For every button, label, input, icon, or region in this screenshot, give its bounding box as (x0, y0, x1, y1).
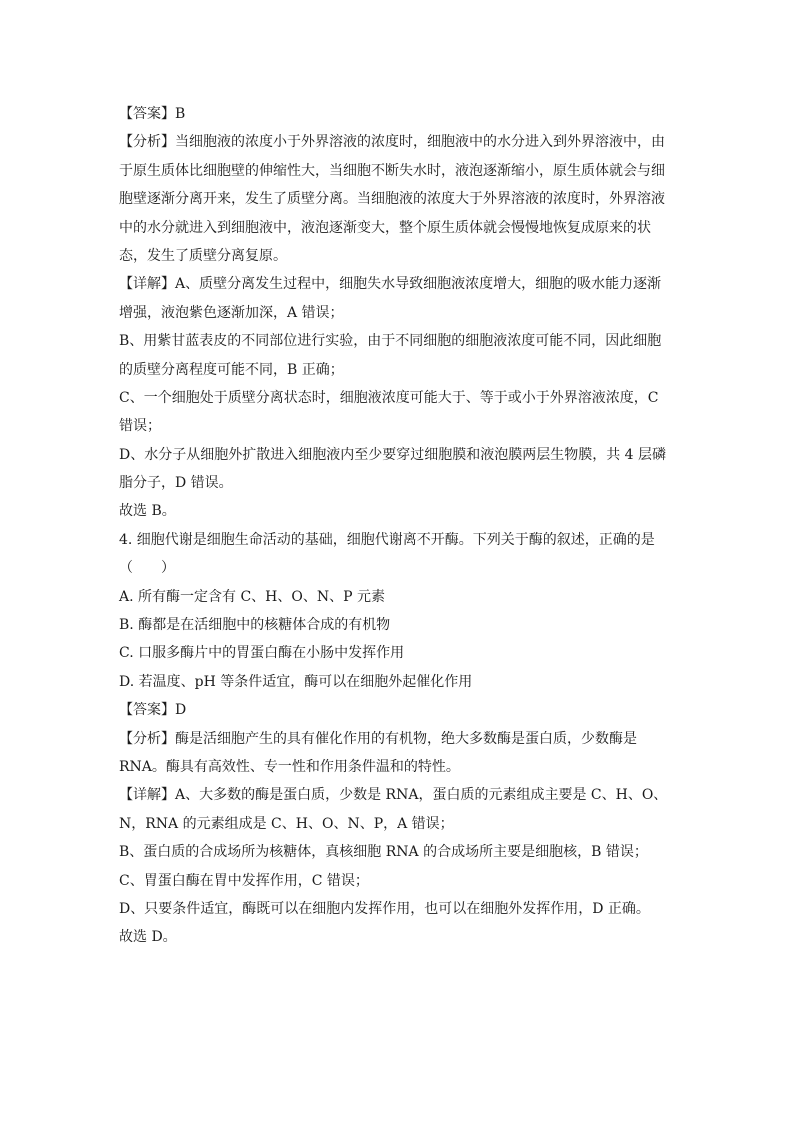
q4-analysis-line: 【分析】酶是活细胞产生的具有催化作用的有机物，绝大多数酶是蛋白质，少数酶是 (119, 730, 637, 747)
q3-detail-line: 增强，液泡紫色逐渐加深，A 错误； (119, 304, 344, 321)
q3-answer: 【答案】B (119, 106, 186, 122)
q3-analysis-line: 中的水分就进入到细胞液中，液泡逐渐变大，整个原生质体就会慢慢地恢复成原来的状 (119, 219, 651, 236)
q3-analysis-line: 态，发生了质壁分离复原。 (119, 247, 287, 264)
q3-detail-line: D、水分子从细胞外扩散进入细胞液内至少要穿过细胞膜和液泡膜两层生物膜，共 4 层磷 (119, 446, 667, 463)
q4-detail-line: N，RNA 的元素组成是 C、H、O、N、P，A 错误； (119, 815, 454, 832)
q4-stem-line: （ ） (119, 560, 175, 577)
q4-detail-line: D、只要条件适宜，酶既可以在细胞内发挥作用，也可以在细胞外发挥作用，D 正确。 (119, 900, 650, 917)
q3-analysis-line: 胞壁逐渐分离开来，发生了质壁分离。当细胞液的浓度大于外界溶液的浓度时，外界溶液 (119, 191, 665, 208)
q4-analysis-line: RNA。酶具有高效性、专一性和作用条件温和的特性。 (119, 758, 460, 775)
q3-analysis-line: 于原生质体比细胞壁的伸缩性大，当细胞不断失水时，液泡逐渐缩小，原生质体就会与细 (119, 162, 665, 179)
q4-option-b: B. 酶都是在活细胞中的核糖体合成的有机物 (119, 617, 391, 634)
q4-option-c: C. 口服多酶片中的胃蛋白酶在小肠中发挥作用 (119, 645, 405, 662)
q4-detail-line: C、胃蛋白酶在胃中发挥作用，C 错误； (119, 872, 369, 889)
q3-detail-line: C、一个细胞处于质壁分离状态时，细胞液浓度可能大于、等于或小于外界溶液浓度，C (119, 389, 659, 406)
q3-analysis-line: 【分析】当细胞液的浓度小于外界溶液的浓度时，细胞液中的水分进入到外界溶液中，由 (119, 134, 665, 151)
q4-detail-line: 【详解】A、大多数的酶是蛋白质，少数是 RNA，蛋白质的元素组成主要是 C、H、O、 (119, 787, 668, 804)
q4-answer: 【答案】D (119, 702, 187, 719)
q3-detail-line: 脂分子，D 错误。 (119, 475, 233, 492)
q3-detail-line: 的质壁分离程度可能不同，B 正确； (119, 361, 344, 378)
q3-detail-line: B、用紫甘蓝表皮的不同部位进行实验，由于不同细胞的细胞液浓度可能不同，因此细胞 (119, 333, 662, 350)
q3-conclusion: 故选 B。 (119, 503, 176, 520)
q3-detail-line: 错误； (119, 418, 161, 435)
q3-detail-line: 【详解】A、质壁分离发生过程中，细胞失水导致细胞液浓度增大，细胞的吸水能力逐渐 (119, 276, 662, 293)
q4-detail-line: B、蛋白质的合成场所为核糖体，真核细胞 RNA 的合成场所主要是细胞核，B 错误； (119, 844, 648, 861)
q4-option-a: A. 所有酶一定含有 C、H、O、N、P 元素 (119, 588, 385, 605)
q4-option-d: D. 若温度、pH 等条件适宜，酶可以在细胞外起催化作用 (119, 673, 473, 690)
document-page (119, 100, 679, 952)
q4-stem-line: 4. 细胞代谢是细胞生命活动的基础，细胞代谢离不开酶。下列关于酶的叙述，正确的是 (119, 531, 655, 548)
q4-conclusion: 故选 D。 (119, 929, 177, 946)
